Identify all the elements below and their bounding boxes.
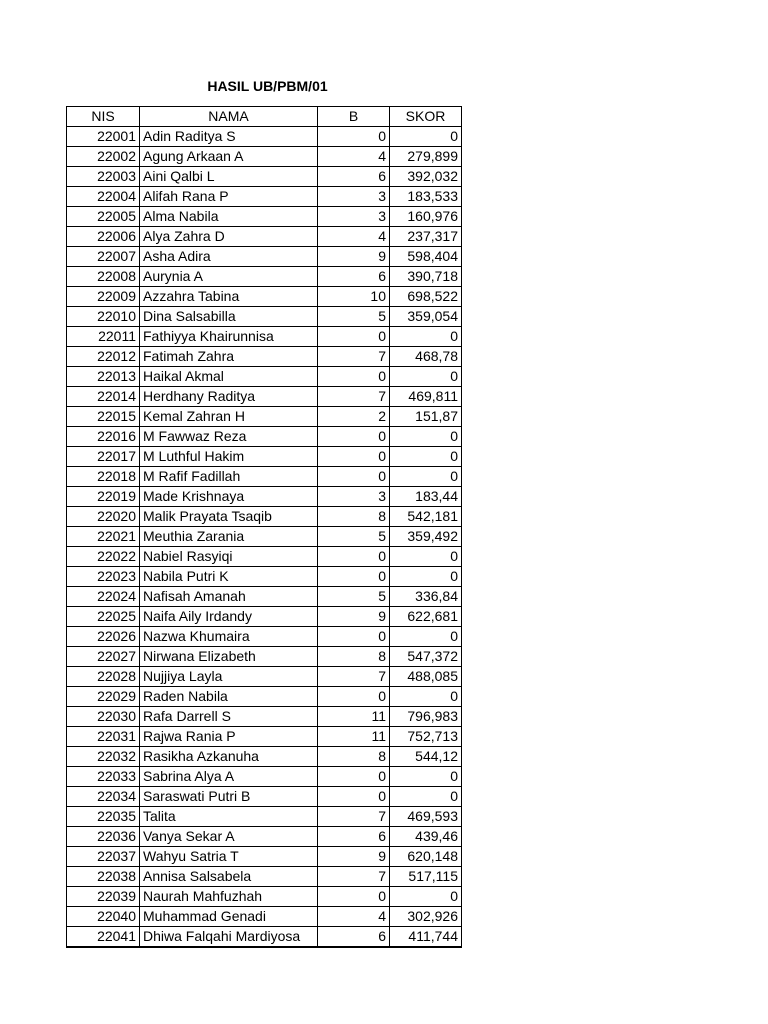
cell-nama: M Luthful Hakim bbox=[140, 447, 318, 467]
cell-nis: 22001 bbox=[67, 127, 140, 147]
cell-skor: 796,983 bbox=[390, 707, 462, 727]
cell-nis: 22030 bbox=[67, 707, 140, 727]
cell-b: 7 bbox=[318, 347, 390, 367]
cell-nis: 22038 bbox=[67, 867, 140, 887]
cell-skor: 622,681 bbox=[390, 607, 462, 627]
cell-nis: 22027 bbox=[67, 647, 140, 667]
cell-nis: 22013 bbox=[67, 367, 140, 387]
cell-skor: 359,054 bbox=[390, 307, 462, 327]
cell-nama: Meuthia Zarania bbox=[140, 527, 318, 547]
cell-nis: 22033 bbox=[67, 767, 140, 787]
cell-skor: 237,317 bbox=[390, 227, 462, 247]
cell-b: 6 bbox=[318, 267, 390, 287]
page-title: HASIL UB/PBM/01 bbox=[207, 78, 328, 94]
cell-b: 6 bbox=[318, 167, 390, 187]
cell-skor: 183,533 bbox=[390, 187, 462, 207]
cell-nama: Kemal Zahran H bbox=[140, 407, 318, 427]
cell-nis: 22025 bbox=[67, 607, 140, 627]
cell-b: 10 bbox=[318, 287, 390, 307]
cell-nama: Muhammad Genadi bbox=[140, 907, 318, 927]
table-row bbox=[67, 827, 462, 847]
cell-nama: Nabiel Rasyiqi bbox=[140, 547, 318, 567]
cell-nama: Naifa Aily Irdandy bbox=[140, 607, 318, 627]
cell-skor: 0 bbox=[390, 627, 462, 647]
cell-b: 0 bbox=[318, 127, 390, 147]
cell-skor: 698,522 bbox=[390, 287, 462, 307]
table-row bbox=[67, 547, 462, 567]
cell-nama: Herdhany Raditya bbox=[140, 387, 318, 407]
table-row bbox=[67, 407, 462, 427]
cell-nama: Fathiyya Khairunnisa bbox=[140, 327, 318, 347]
cell-nis: 22005 bbox=[67, 207, 140, 227]
cell-b: 5 bbox=[318, 307, 390, 327]
table-row bbox=[67, 807, 462, 827]
header-nis: NIS bbox=[67, 107, 140, 127]
cell-nis: 22019 bbox=[67, 487, 140, 507]
cell-skor: 542,181 bbox=[390, 507, 462, 527]
cell-nama: Adin Raditya S bbox=[140, 127, 318, 147]
cell-nama: Malik Prayata Tsaqib bbox=[140, 507, 318, 527]
cell-nis: 22022 bbox=[67, 547, 140, 567]
cell-b: 9 bbox=[318, 607, 390, 627]
table-row bbox=[67, 687, 462, 707]
cell-nis: 22040 bbox=[67, 907, 140, 927]
table-row bbox=[67, 227, 462, 247]
cell-nama: M Rafif Fadillah bbox=[140, 467, 318, 487]
cell-nama: Annisa Salsabela bbox=[140, 867, 318, 887]
cell-b: 0 bbox=[318, 447, 390, 467]
cell-b: 0 bbox=[318, 367, 390, 387]
cell-skor: 0 bbox=[390, 327, 462, 347]
table-header-row bbox=[67, 107, 462, 127]
table-row bbox=[67, 147, 462, 167]
header-b: B bbox=[318, 107, 390, 127]
cell-nama: Aini Qalbi L bbox=[140, 167, 318, 187]
cell-skor: 279,899 bbox=[390, 147, 462, 167]
cell-skor: 544,12 bbox=[390, 747, 462, 767]
table-row bbox=[67, 527, 462, 547]
cell-nis: 22004 bbox=[67, 187, 140, 207]
cell-nis: 22003 bbox=[67, 167, 140, 187]
table-row bbox=[67, 767, 462, 787]
cell-nama: Dina Salsabilla bbox=[140, 307, 318, 327]
cell-nama: Vanya Sekar A bbox=[140, 827, 318, 847]
table-row bbox=[67, 567, 462, 587]
table-row bbox=[67, 647, 462, 667]
table-row bbox=[67, 507, 462, 527]
cell-b: 11 bbox=[318, 707, 390, 727]
cell-b: 3 bbox=[318, 207, 390, 227]
table-row bbox=[67, 627, 462, 647]
cell-skor: 752,713 bbox=[390, 727, 462, 747]
cell-skor: 0 bbox=[390, 367, 462, 387]
cell-nis: 22023 bbox=[67, 567, 140, 587]
cell-nama: Dhiwa Falqahi Mardiyosa bbox=[140, 927, 318, 948]
cell-b: 6 bbox=[318, 827, 390, 847]
cell-b: 0 bbox=[318, 327, 390, 347]
table-row bbox=[67, 787, 462, 807]
cell-b: 4 bbox=[318, 907, 390, 927]
header-nama: NAMA bbox=[140, 107, 318, 127]
cell-b: 4 bbox=[318, 227, 390, 247]
cell-nis: 22021 bbox=[67, 527, 140, 547]
cell-nama: Agung Arkaan A bbox=[140, 147, 318, 167]
table-row bbox=[67, 927, 462, 948]
table-row bbox=[67, 207, 462, 227]
cell-skor: 183,44 bbox=[390, 487, 462, 507]
cell-nis: 22017 bbox=[67, 447, 140, 467]
table-row bbox=[67, 187, 462, 207]
cell-nis: 22035 bbox=[67, 807, 140, 827]
cell-skor: 359,492 bbox=[390, 527, 462, 547]
table-row bbox=[67, 607, 462, 627]
cell-skor: 0 bbox=[390, 427, 462, 447]
cell-nis: 22024 bbox=[67, 587, 140, 607]
cell-b: 0 bbox=[318, 687, 390, 707]
cell-nis: 22032 bbox=[67, 747, 140, 767]
table-row bbox=[67, 167, 462, 187]
cell-nama: Nirwana Elizabeth bbox=[140, 647, 318, 667]
cell-b: 7 bbox=[318, 667, 390, 687]
cell-skor: 336,84 bbox=[390, 587, 462, 607]
cell-b: 9 bbox=[318, 247, 390, 267]
cell-nama: Rafa Darrell S bbox=[140, 707, 318, 727]
table-row bbox=[67, 387, 462, 407]
cell-nis: 22012 bbox=[67, 347, 140, 367]
cell-skor: 517,115 bbox=[390, 867, 462, 887]
cell-nama: Saraswati Putri B bbox=[140, 787, 318, 807]
table-row bbox=[67, 887, 462, 907]
cell-b: 8 bbox=[318, 507, 390, 527]
cell-nis: 22011 bbox=[67, 327, 140, 347]
cell-b: 0 bbox=[318, 467, 390, 487]
cell-nama: Alifah Rana P bbox=[140, 187, 318, 207]
cell-nis: 22034 bbox=[67, 787, 140, 807]
cell-nama: Alma Nabila bbox=[140, 207, 318, 227]
table-row bbox=[67, 287, 462, 307]
cell-skor: 439,46 bbox=[390, 827, 462, 847]
cell-skor: 488,085 bbox=[390, 667, 462, 687]
cell-skor: 0 bbox=[390, 567, 462, 587]
table-row bbox=[67, 707, 462, 727]
cell-b: 3 bbox=[318, 487, 390, 507]
cell-nama: Raden Nabila bbox=[140, 687, 318, 707]
cell-nis: 22016 bbox=[67, 427, 140, 447]
cell-nama: Haikal Akmal bbox=[140, 367, 318, 387]
table-row bbox=[67, 487, 462, 507]
cell-b: 0 bbox=[318, 627, 390, 647]
cell-nama: Asha Adira bbox=[140, 247, 318, 267]
cell-skor: 0 bbox=[390, 767, 462, 787]
cell-nama: Talita bbox=[140, 807, 318, 827]
cell-skor: 468,78 bbox=[390, 347, 462, 367]
cell-skor: 0 bbox=[390, 687, 462, 707]
table-row bbox=[67, 907, 462, 927]
table-row bbox=[67, 127, 462, 147]
cell-b: 0 bbox=[318, 887, 390, 907]
cell-nis: 22018 bbox=[67, 467, 140, 487]
cell-b: 0 bbox=[318, 787, 390, 807]
cell-nis: 22006 bbox=[67, 227, 140, 247]
cell-nis: 22039 bbox=[67, 887, 140, 907]
cell-nama: Wahyu Satria T bbox=[140, 847, 318, 867]
cell-nis: 22026 bbox=[67, 627, 140, 647]
cell-b: 4 bbox=[318, 147, 390, 167]
cell-nama: Sabrina Alya A bbox=[140, 767, 318, 787]
cell-skor: 547,372 bbox=[390, 647, 462, 667]
cell-b: 6 bbox=[318, 927, 390, 948]
cell-skor: 469,811 bbox=[390, 387, 462, 407]
cell-skor: 0 bbox=[390, 547, 462, 567]
cell-b: 5 bbox=[318, 587, 390, 607]
table-row bbox=[67, 367, 462, 387]
cell-b: 7 bbox=[318, 867, 390, 887]
cell-skor: 302,926 bbox=[390, 907, 462, 927]
cell-skor: 390,718 bbox=[390, 267, 462, 287]
cell-b: 5 bbox=[318, 527, 390, 547]
cell-nis: 22009 bbox=[67, 287, 140, 307]
cell-b: 0 bbox=[318, 767, 390, 787]
cell-b: 7 bbox=[318, 807, 390, 827]
table-row bbox=[67, 267, 462, 287]
cell-nama: Nabila Putri K bbox=[140, 567, 318, 587]
table-row bbox=[67, 467, 462, 487]
table-row bbox=[67, 247, 462, 267]
cell-b: 7 bbox=[318, 387, 390, 407]
cell-b: 2 bbox=[318, 407, 390, 427]
cell-skor: 0 bbox=[390, 787, 462, 807]
cell-nis: 22020 bbox=[67, 507, 140, 527]
cell-skor: 620,148 bbox=[390, 847, 462, 867]
cell-skor: 469,593 bbox=[390, 807, 462, 827]
cell-nis: 22028 bbox=[67, 667, 140, 687]
table-row bbox=[67, 307, 462, 327]
cell-b: 11 bbox=[318, 727, 390, 747]
cell-nama: Alya Zahra D bbox=[140, 227, 318, 247]
cell-nama: M Fawwaz Reza bbox=[140, 427, 318, 447]
cell-nis: 22010 bbox=[67, 307, 140, 327]
cell-nis: 22015 bbox=[67, 407, 140, 427]
cell-nis: 22014 bbox=[67, 387, 140, 407]
cell-nama: Made Krishnaya bbox=[140, 487, 318, 507]
cell-nama: Aurynia A bbox=[140, 267, 318, 287]
cell-nis: 22031 bbox=[67, 727, 140, 747]
cell-nama: Nafisah Amanah bbox=[140, 587, 318, 607]
cell-skor: 0 bbox=[390, 127, 462, 147]
cell-nis: 22008 bbox=[67, 267, 140, 287]
cell-nama: Rajwa Rania P bbox=[140, 727, 318, 747]
cell-b: 8 bbox=[318, 747, 390, 767]
table-row bbox=[67, 427, 462, 447]
cell-skor: 598,404 bbox=[390, 247, 462, 267]
cell-nama: Nazwa Khumaira bbox=[140, 627, 318, 647]
table-row bbox=[67, 587, 462, 607]
cell-nis: 22002 bbox=[67, 147, 140, 167]
cell-nama: Rasikha Azkanuha bbox=[140, 747, 318, 767]
table-row bbox=[67, 847, 462, 867]
cell-b: 9 bbox=[318, 847, 390, 867]
cell-skor: 392,032 bbox=[390, 167, 462, 187]
table-row bbox=[67, 447, 462, 467]
header-skor: SKOR bbox=[390, 107, 462, 127]
table-row bbox=[67, 667, 462, 687]
cell-nama: Naurah Mahfuzhah bbox=[140, 887, 318, 907]
cell-nis: 22041 bbox=[67, 927, 140, 948]
table-row bbox=[67, 727, 462, 747]
table-row bbox=[67, 347, 462, 367]
cell-b: 3 bbox=[318, 187, 390, 207]
cell-skor: 160,976 bbox=[390, 207, 462, 227]
cell-nis: 22007 bbox=[67, 247, 140, 267]
cell-skor: 0 bbox=[390, 887, 462, 907]
cell-skor: 0 bbox=[390, 447, 462, 467]
cell-nama: Azzahra Tabina bbox=[140, 287, 318, 307]
cell-skor: 411,744 bbox=[390, 927, 462, 948]
cell-nis: 22029 bbox=[67, 687, 140, 707]
cell-skor: 151,87 bbox=[390, 407, 462, 427]
table-row bbox=[67, 867, 462, 887]
cell-b: 8 bbox=[318, 647, 390, 667]
cell-nama: Fatimah Zahra bbox=[140, 347, 318, 367]
cell-b: 0 bbox=[318, 427, 390, 447]
table-row bbox=[67, 747, 462, 767]
table-row bbox=[67, 327, 462, 347]
results-table bbox=[66, 106, 462, 948]
cell-nama: Nujjiya Layla bbox=[140, 667, 318, 687]
cell-nis: 22036 bbox=[67, 827, 140, 847]
cell-nis: 22037 bbox=[67, 847, 140, 867]
cell-skor: 0 bbox=[390, 467, 462, 487]
cell-b: 0 bbox=[318, 567, 390, 587]
cell-b: 0 bbox=[318, 547, 390, 567]
